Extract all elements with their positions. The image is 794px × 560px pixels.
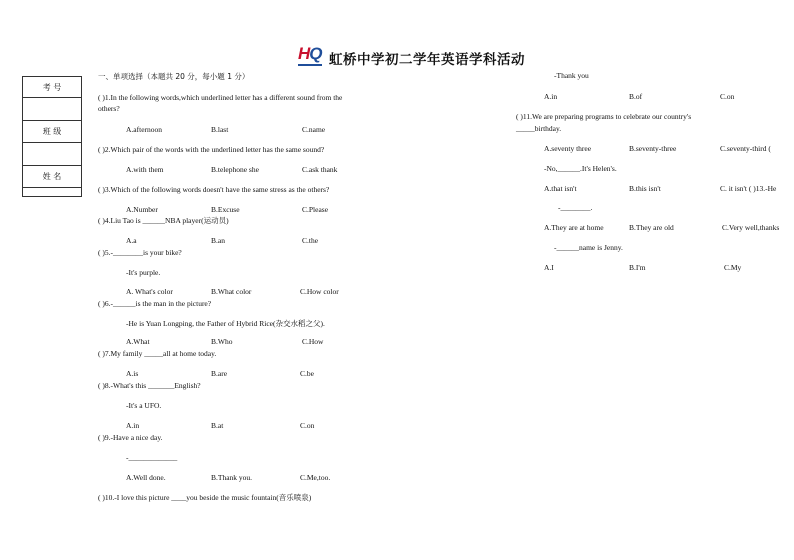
- q8-reply: -It's a UFO.: [126, 401, 162, 410]
- q2-option-b: B.telephone she: [211, 165, 259, 174]
- q3-option-b: B.Excuse: [211, 205, 240, 214]
- logo-letter-h: H: [298, 44, 310, 63]
- q12-option-a: A.that isn't: [544, 184, 577, 193]
- q7-option-c: C.be: [300, 369, 314, 378]
- name-label: 姓 名: [23, 165, 82, 188]
- q1-stem: ( )1.In the following words,which underlined letter has a different sound from the: [98, 93, 343, 102]
- q10-option-c: C.on: [720, 92, 735, 101]
- q7-option-a: A.is: [126, 369, 139, 378]
- q8-option-b: B.at: [211, 421, 224, 430]
- q9-option-b: B.Thank you.: [211, 473, 253, 482]
- q1-stem-cont: others?: [98, 104, 120, 113]
- q8-option-a: A.in: [126, 421, 140, 430]
- q9-option-a: A.Well done.: [126, 473, 166, 482]
- q14-option-b: B.I'm: [629, 263, 646, 272]
- name-field[interactable]: [23, 188, 82, 197]
- q10-stem: ( )10.-I love this picture ____you beside the music fountain(音乐喷泉): [98, 493, 312, 502]
- page-title: 虹桥中学初二学年英语学科活动: [329, 52, 525, 68]
- q12-reply: -No,______.It's Helen's.: [544, 164, 617, 173]
- q2-option-a: A.with them: [126, 165, 164, 174]
- q9-reply: -_____________: [126, 453, 178, 462]
- q14-option-a: A.I: [544, 263, 554, 272]
- q5-option-c: C.How color: [300, 287, 339, 296]
- q6-stem: ( )6.-______is the man in the picture?: [98, 299, 212, 308]
- q13-option-a: A.They are at home: [544, 223, 604, 232]
- q1-option-a: A.afternoon: [126, 125, 163, 134]
- q3-option-c: C.Please: [302, 205, 329, 214]
- q6-option-c: C.How: [302, 337, 324, 346]
- q12-option-c: C. it isn't ( )13.-He: [720, 184, 777, 193]
- logo-underline: [298, 64, 322, 66]
- q13-option-c: C.Very well,thanks: [722, 223, 780, 232]
- q7-option-b: B.are: [211, 369, 228, 378]
- q13-option-b: B.They are old: [629, 223, 674, 232]
- class-label: 班 级: [23, 120, 82, 143]
- q6-option-a: A.What: [126, 337, 150, 346]
- q2-option-c: C.ask thank: [302, 165, 338, 174]
- q11-option-c: C.seventy-third (: [720, 144, 771, 153]
- q10-option-b: B.of: [629, 92, 643, 101]
- q6-option-b: B.Who: [211, 337, 233, 346]
- q8-stem: ( )8.-What's this _______English?: [98, 381, 201, 390]
- q10-option-a: A.in: [544, 92, 558, 101]
- q4-option-b: B.an: [211, 236, 225, 245]
- q11-stem-cont: _____birthday.: [516, 124, 562, 133]
- section-heading: 一、单项选择（本题共 20 分，每小题 1 分）: [98, 72, 250, 81]
- q6-reply: -He is Yuan Longping, the Father of Hybrid Rice(杂交水稻之父).: [126, 319, 325, 328]
- q5-stem: ( )5.-________is your bike?: [98, 248, 182, 257]
- q10-reply: -Thank you: [554, 71, 589, 80]
- q4-option-c: C.the: [302, 236, 319, 245]
- q3-stem: ( )3.Which of the following words doesn't have the same stress as the others?: [98, 185, 330, 194]
- school-logo: [298, 44, 322, 64]
- q7-stem: ( )7.My family _____all at home today.: [98, 349, 217, 358]
- logo-letter-q: Q: [309, 44, 322, 63]
- q13-reply: -________.: [558, 203, 593, 212]
- q8-option-c: C.on: [300, 421, 315, 430]
- q14-option-c: C.My: [724, 263, 742, 272]
- q11-stem: ( )11.We are preparing programs to celebrate our country's: [516, 112, 692, 121]
- q4-stem: ( )4.Liu Tao is ______NBA player(运动员): [98, 216, 229, 225]
- exam-number-label: 考 号: [23, 77, 82, 98]
- q5-reply: -It's purple.: [126, 268, 161, 277]
- q2-stem: ( )2.Which pair of the words with the underlined letter has the same sound?: [98, 145, 325, 154]
- q5-option-b: B.What color: [211, 287, 252, 296]
- q14-reply: -______name is Jenny.: [554, 243, 623, 252]
- q1-option-b: B.last: [211, 125, 229, 134]
- class-field[interactable]: [23, 143, 82, 166]
- q5-option-a: A. What's color: [126, 287, 173, 296]
- q9-stem: ( )9.-Have a nice day.: [98, 433, 163, 442]
- q3-option-a: A.Number: [126, 205, 158, 214]
- student-info-table: [22, 76, 82, 197]
- q9-option-c: C.Me,too.: [300, 473, 331, 482]
- q4-option-a: A.a: [126, 236, 137, 245]
- q11-option-b: B.seventy-three: [629, 144, 677, 153]
- q11-option-a: A.seventy three: [544, 144, 592, 153]
- q1-option-c: C.name: [302, 125, 326, 134]
- exam-number-field[interactable]: [23, 98, 82, 121]
- q12-option-b: B.this isn't: [629, 184, 661, 193]
